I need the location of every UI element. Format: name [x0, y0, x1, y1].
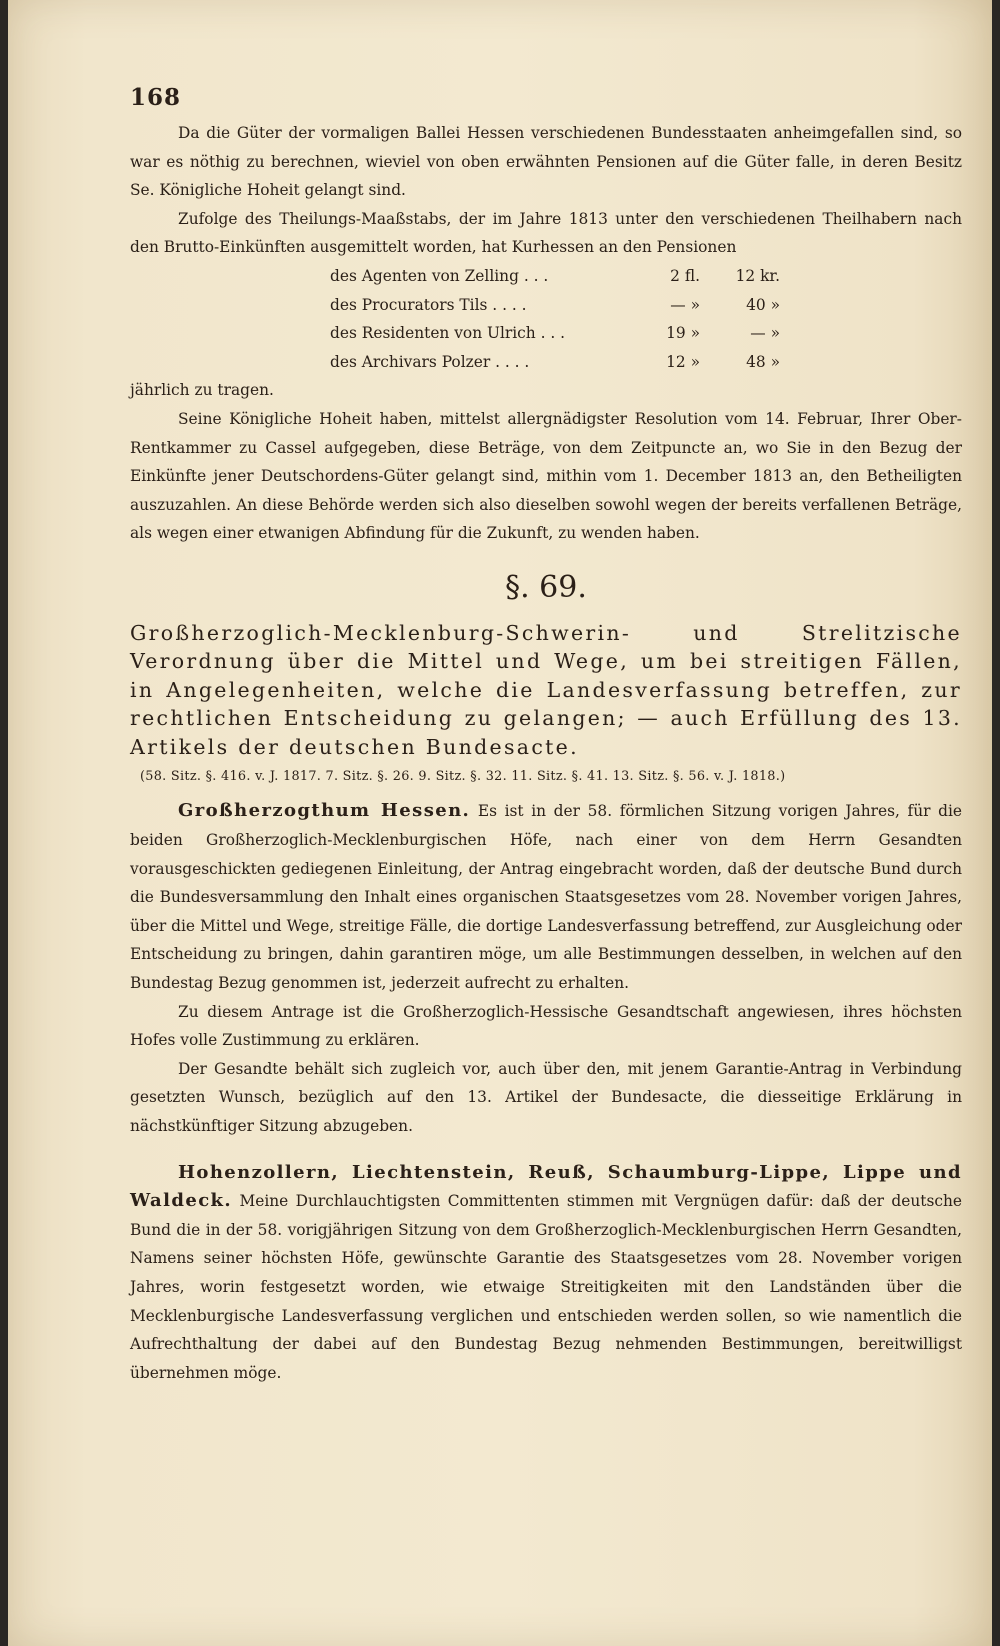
- pension-kreuzer: 12 kr.: [735, 266, 780, 285]
- paragraph-text: Es ist in der 58. förmlichen Sitzung vorigen Jahres, für die beiden Großherzoglich-Mecklenburgischen Höfe, nach einer von dem Herrn Gesandten vorausgeschickten gediegenen Einleitung, der Antrag eingebracht worden, daß der deutsche Bund durch die Bundesversammlung den Inhalt eines organischen Staatsgesetzes vom 28. November vorigen Jahres, über die Mittel und Wege, streitige Fälle, die dortige Landesverfassung betreffend, zur Ausgleichung oder Entscheidung zu bringen, dahin garantiren möge, um alle Bestimmungen desselben, in welchen auf den Bundestag Bezug genommen ist, jederzeit aufrecht zu erhalten.: [130, 802, 962, 992]
- table-row: [330, 348, 962, 377]
- spacer: [130, 1141, 962, 1159]
- section-number: §. 69.: [505, 569, 587, 605]
- pension-name: des Archivars Polzer . . . .: [330, 352, 530, 371]
- table-row: [330, 262, 962, 291]
- paragraph: [130, 1159, 962, 1388]
- paragraph: [130, 797, 962, 997]
- pension-gulden: 19 »: [666, 324, 700, 343]
- page-number: 168: [130, 84, 182, 111]
- pension-name: des Agenten von Zelling . . .: [330, 266, 549, 285]
- paragraph: Seine Königliche Hoheit haben, mittelst allergnädigster Resolution vom 14. Februar, Ihrer Ober-Rentkammer zu Cassel aufgegeben, diese Beträge, von dem Zeitpuncte an, wo Sie in den Bezug der Einkünfte jener Deutschordens-Güter gelangt sind, mithin vom 1. December 1813 an, den Betheiligten auszuzahlen. An diese Behörde werden sich also dieselben sowohl wegen der bereits verfallenen Beträge, als wegen einer etwanigen Abfindung für die Zukunft, zu wenden haben.: [130, 409, 962, 543]
- pension-amounts-table: [330, 262, 962, 376]
- paragraph: Der Gesandte behält sich zugleich vor, auch über den, mit jenem Garantie-Antrag in Verbindung gesetzten Wunsch, bezüglich auf den 13. Artikel der Bundesacte, die diesseitige Erklärung in nächstkünftiger Sitzung abzugeben.: [130, 1059, 962, 1135]
- pension-kreuzer: 48 »: [746, 352, 780, 371]
- pension-gulden: 12 »: [666, 352, 700, 371]
- book-page: [8, 0, 992, 1646]
- section-references: (58. Sitz. §. 416. v. J. 1817. 7. Sitz. §. 26. 9. Sitz. §. 32. 11. Sitz. §. 41. 13. Sitz. §. 56. v. J. 1818.): [140, 769, 786, 785]
- table-row: [330, 291, 962, 320]
- pension-gulden: 2 fl.: [670, 266, 700, 285]
- paragraph-lead: Großherzogthum Hessen.: [178, 800, 471, 822]
- pension-kreuzer: 40 »: [746, 295, 780, 314]
- page-content: [130, 84, 962, 1387]
- pension-name: des Residenten von Ulrich . . .: [330, 324, 566, 343]
- paragraph: Zu diesem Antrage ist die Großherzoglich-Hessische Gesandtschaft angewiesen, ihres höchsten Hofes volle Zustimmung zu erklären.: [130, 1002, 962, 1050]
- paragraph-text: Meine Durchlauchtigsten Committenten stimmen mit Vergnügen dafür: daß der deutsche Bund die in der 58. vorigjährigen Sitzung von dem Großherzoglich-Mecklenburgischen Herrn Gesandten, Namens seiner höchsten Höfe, gewünschte Garantie des Staatsgesetzes vom 28. November vorigen Jahres, worin festgesetzt worden, wie etwaige Streitigkeiten mit den Landständen über die Mecklenburgische Landesverfassung verglichen und entschieden werden sollen, so wie namentlich die Aufrechthaltung der dabei auf den Bundestag Bezug nehmenden Bestimmungen, bereitwilligst übernehmen möge.: [130, 1192, 962, 1382]
- section-title: Großherzoglich-Mecklenburg-Schwerin- und Strelitzische Verordnung über die Mittel und Wege, um bei streitigen Fällen, in Angelegenheiten, welche die Landesverfassung betreffen, zur rechtlichen Entscheidung zu gelangen; — auch Erfüllung des 13. Artikels der deutschen Bundesacte.: [130, 620, 962, 759]
- paragraph: Da die Güter der vormaligen Ballei Hessen verschiedenen Bundesstaaten anheimgefallen sind, so war es nöthig zu berechnen, wieviel von oben erwähnten Pensionen auf die Güter falle, in deren Besitz Se. Königliche Hoheit gelangt sind.: [130, 124, 962, 200]
- paragraph: jährlich zu tragen.: [130, 381, 274, 400]
- paragraph-lead: Hohenzollern, Liechtenstein, Reuß, Schaumburg-Lippe, Lippe und Waldeck.: [130, 1161, 962, 1212]
- pension-name: des Procurators Tils . . . .: [330, 295, 527, 314]
- table-row: [330, 319, 962, 348]
- paragraph: Zufolge des Theilungs-Maaßstabs, der im Jahre 1813 unter den verschiedenen Theilhabern nach den Brutto-Einkünften ausgemittelt worden, hat Kurhessen an den Pensionen: [130, 209, 962, 257]
- pension-gulden: — »: [670, 295, 700, 314]
- pension-kreuzer: — »: [750, 324, 780, 343]
